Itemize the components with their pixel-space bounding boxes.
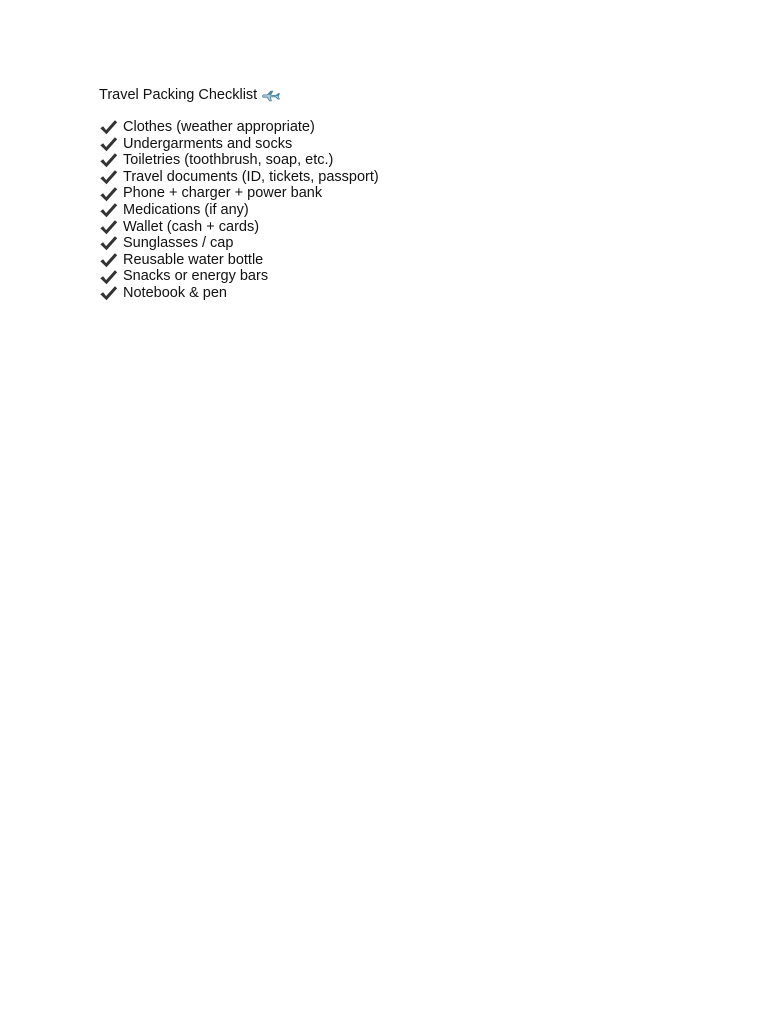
check-mark-icon — [99, 285, 118, 301]
check-mark-icon — [99, 219, 118, 235]
check-mark-icon — [99, 152, 118, 168]
checklist-item-label: Wallet (cash + cards) — [123, 218, 260, 235]
check-mark-icon — [99, 269, 118, 285]
checklist-item — [99, 152, 379, 169]
airplane-icon — [261, 85, 283, 105]
checklist-item — [99, 185, 379, 202]
checklist-item — [99, 219, 379, 236]
checklist-item-label: Notebook & pen — [123, 284, 227, 301]
checklist-title-row — [99, 85, 379, 105]
check-mark-icon — [99, 252, 118, 268]
checklist-item-label: Snacks or energy bars — [123, 268, 269, 285]
checklist-item-label: Phone + charger + power bank — [123, 185, 323, 202]
check-mark-icon — [99, 186, 118, 202]
checklist-item — [99, 252, 379, 269]
checklist-item-label: Reusable water bottle — [123, 251, 264, 268]
checklist-item-label: Clothes (weather appropriate) — [123, 119, 315, 135]
checklist-item — [99, 235, 379, 252]
checklist-item — [99, 285, 379, 302]
checklist-item-label: Medications (if any) — [123, 201, 249, 218]
check-mark-icon — [99, 169, 118, 185]
checklist-item-label: Travel documents (ID, tickets, passport) — [123, 168, 379, 185]
check-mark-icon — [99, 119, 118, 135]
checklist-content — [99, 85, 379, 302]
checklist-item-label: Undergarments and socks — [123, 135, 293, 152]
check-mark-icon — [99, 136, 118, 152]
checklist-item — [99, 119, 379, 136]
checklist-item-label: Toiletries (toothbrush, soap, etc.) — [123, 152, 334, 169]
checklist-item — [99, 169, 379, 186]
checklist-item — [99, 202, 379, 219]
checklist-title: Travel Packing Checklist — [99, 87, 258, 103]
packing-checklist — [99, 119, 379, 302]
check-mark-icon — [99, 202, 118, 218]
checklist-item — [99, 268, 379, 285]
checklist-item-label: Sunglasses / cap — [123, 235, 234, 252]
check-mark-icon — [99, 235, 118, 251]
checklist-item — [99, 136, 379, 153]
